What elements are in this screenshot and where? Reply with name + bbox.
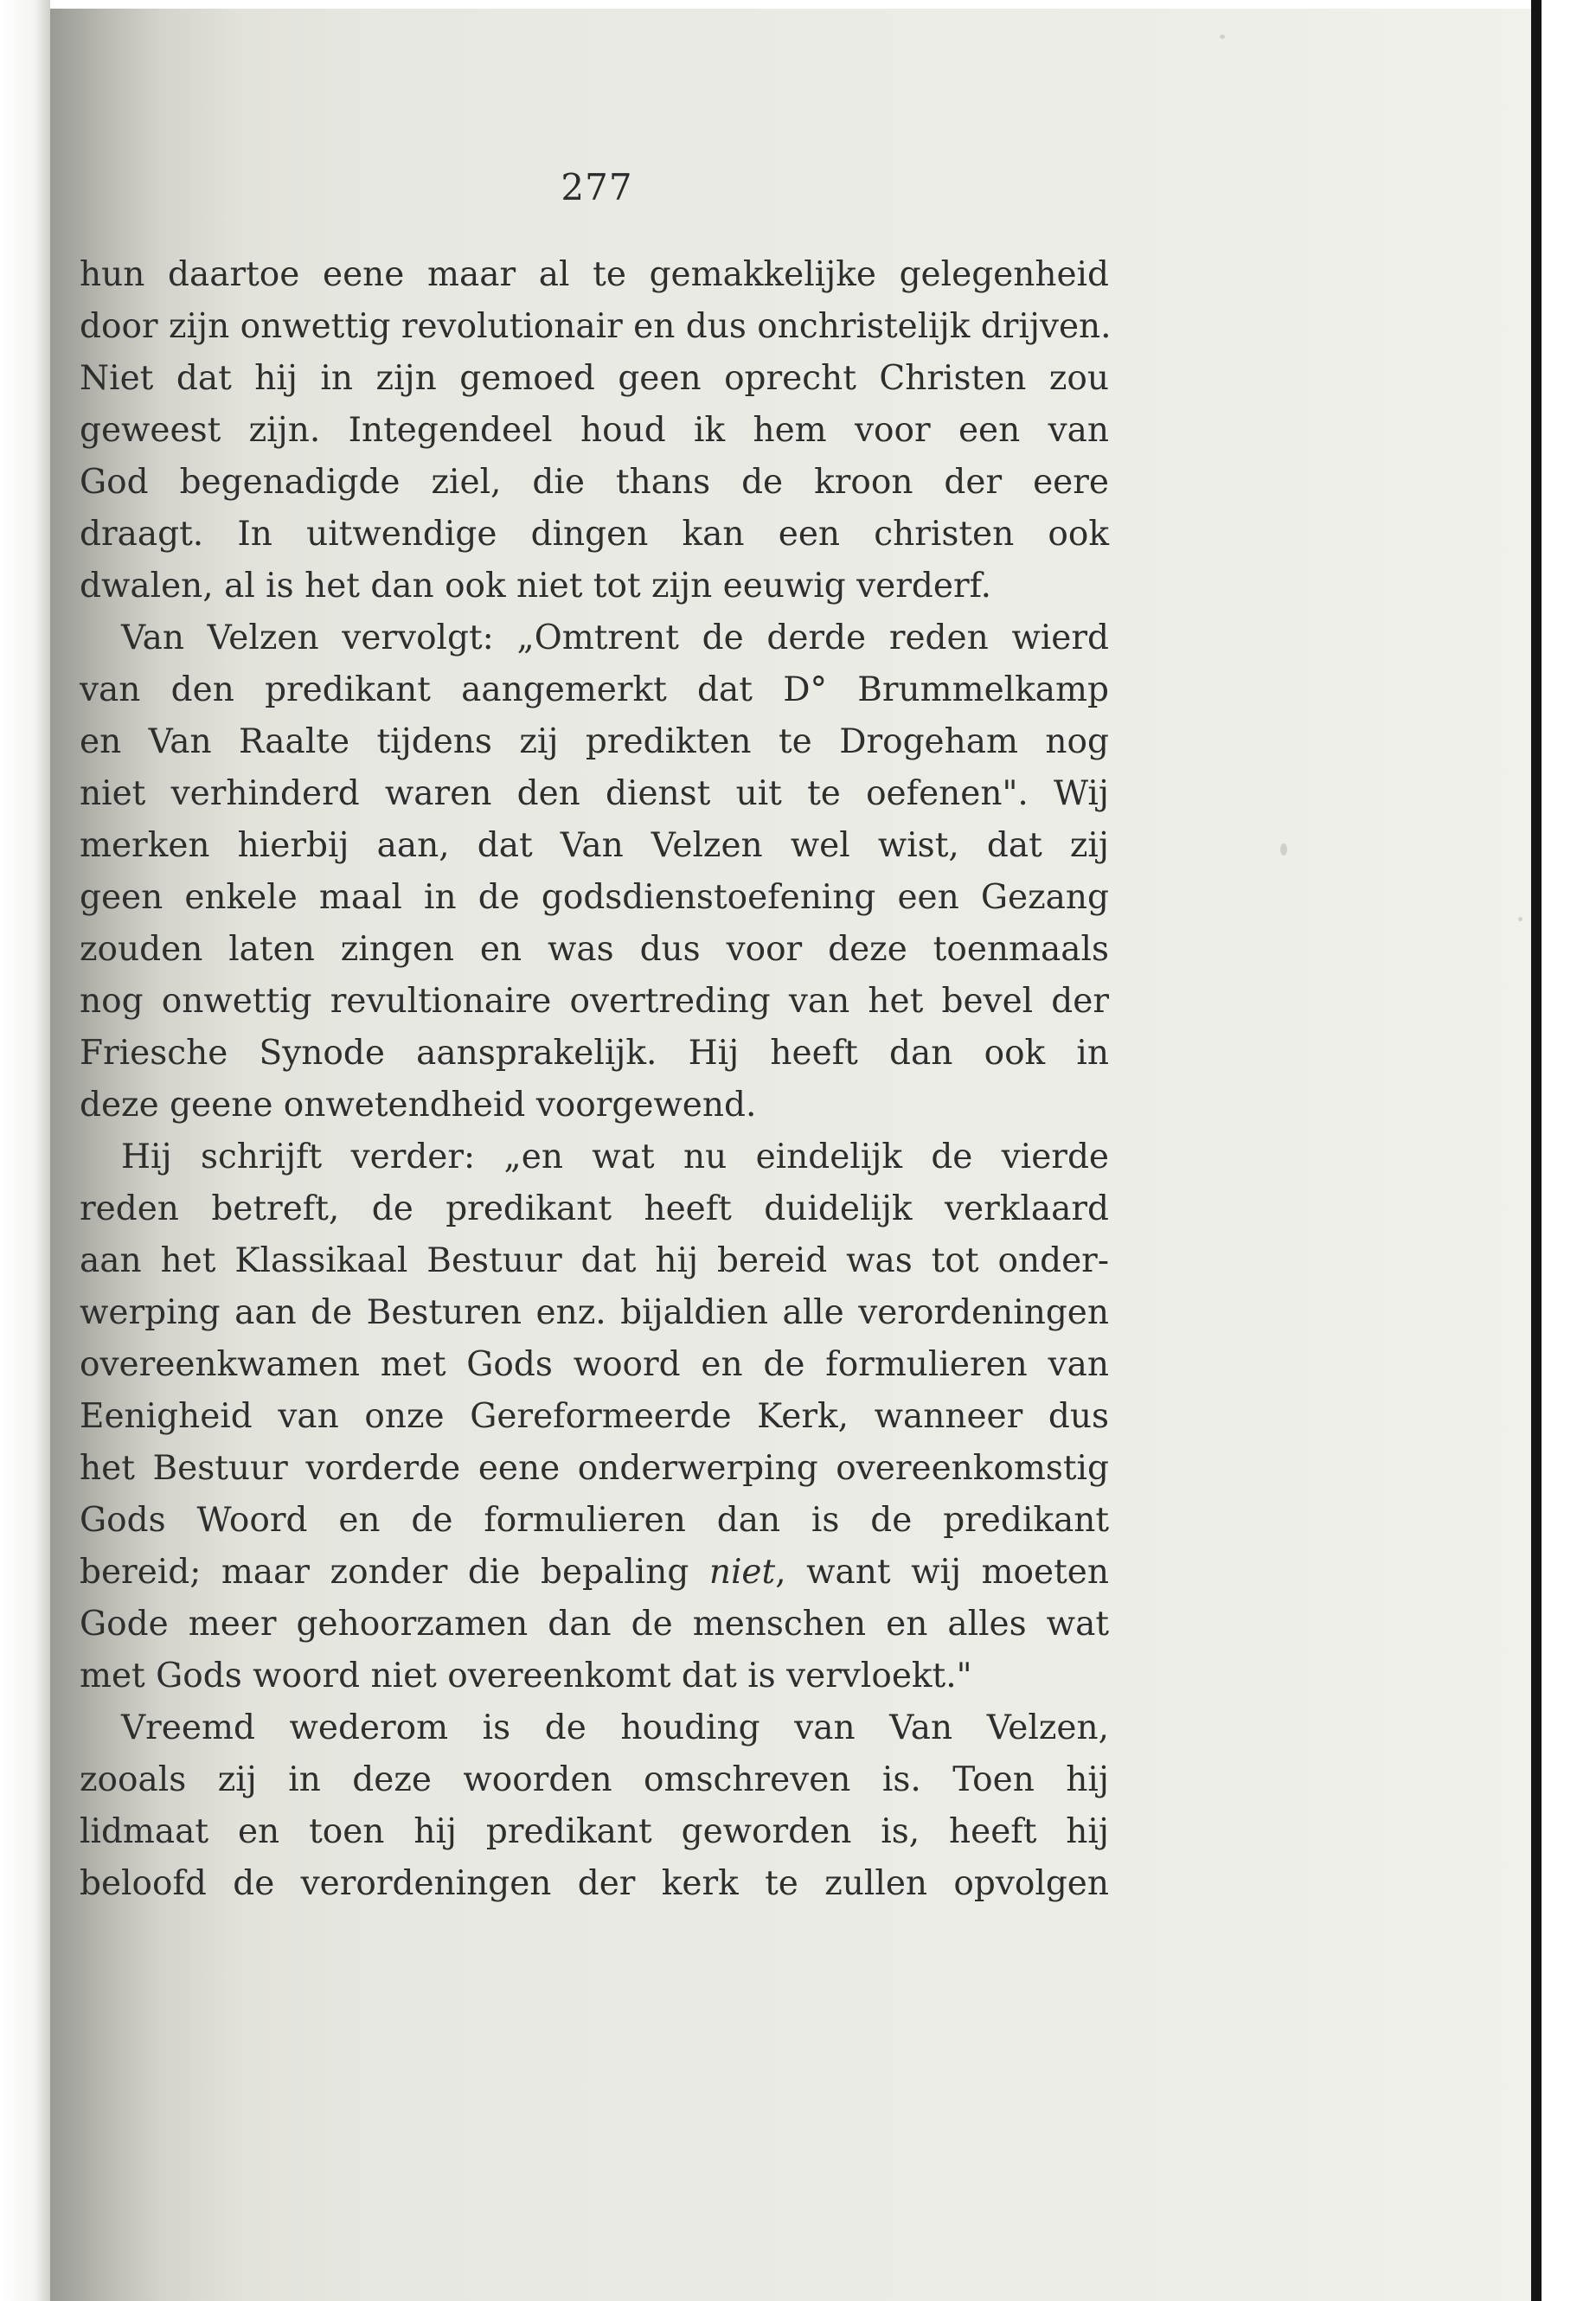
text-line: Gods Woord en de formulieren dan is de predikant [80,1501,1109,1540]
text-line: Vreemd wederom is de houding van Van Velzen, [121,1708,1109,1747]
text-line: God begenadigde ziel, die thans de kroon der eere [80,463,1109,502]
page-number: 277 [561,166,633,208]
text-line: reden betreft, de predikant heeft duidelijk verklaard [80,1189,1109,1228]
text-line: van den predikant aangemerkt dat D° Brummelkamp [80,670,1109,709]
text-line: Hij schrijft verder: „en wat nu eindelijk de vierde [121,1138,1109,1176]
text-line: deze geene onwetendheid voorgewend. [80,1086,757,1125]
text-line: het Bestuur vorderde eene onderwerping overeenkomstig [80,1449,1109,1488]
text-line: niet verhinderd waren den dienst uit te oefenen". Wij [80,774,1109,813]
text-line: aan het Klassikaal Bestuur dat hij bereid was tot onder- [80,1241,1109,1280]
scan-right-border [1531,0,1542,2301]
paper-speck [1280,843,1287,856]
text-line: werping aan de Besturen enz. bijaldien alle verordeningen [80,1293,1109,1332]
text-line: geen enkele maal in de godsdienstoefening een Gezang [80,878,1109,917]
text-segment: bereid; maar zonder die bepaling [80,1553,689,1592]
paper-speck [1518,917,1522,921]
text-line: geweest zijn. Integendeel houd ik hem voor een van [80,411,1109,450]
text-line: Friesche Synode aansprakelijk. Hij heeft dan ook in [80,1034,1109,1073]
text-line: Gode meer gehoorzamen dan de menschen en alles wat [80,1605,1109,1644]
text-line: zouden laten zingen en was dus voor deze toenmaals [80,930,1109,969]
text-line: draagt. In uitwendige dingen kan een christen ook [80,515,1109,554]
body-text [80,249,1112,1910]
text-line: merken hierbij aan, dat Van Velzen wel wist, dat zij [80,826,1109,865]
text-line: met Gods woord niet overeenkomt dat is vervloekt." [80,1657,972,1695]
text-line: Van Velzen vervolgt: „Omtrent de derde reden wierd [121,619,1109,657]
emphasis-text: niet [708,1553,776,1592]
paper-speck [1220,35,1225,39]
text-line: nog onwettig revultionaire overtreding van het bevel der [80,982,1109,1021]
text-line-with-emphasis [80,1547,1109,1599]
text-segment: , want wij moeten [775,1553,1109,1592]
text-line: overeenkwamen met Gods woord en de formulieren van [80,1345,1109,1384]
text-line: Niet dat hij in zijn gemoed geen oprecht Christen zou [80,359,1109,398]
text-line: Eenigheid van onze Gereformeerde Kerk, wanneer dus [80,1397,1109,1436]
text-line: dwalen, al is het dan ook niet tot zijn eeuwig verderf. [80,567,992,606]
text-line: door zijn onwettig revolutionair en dus onchristelijk drijven. [80,307,1112,346]
scan-left-shadow [0,0,50,2301]
text-line: beloofd de verordeningen der kerk te zullen opvolgen [80,1864,1109,1903]
text-line: hun daartoe eene maar al te gemakkelijke gelegenheid [80,255,1109,294]
text-line: zooals zij in deze woorden omschreven is. Toen hij [80,1760,1109,1799]
text-line: lidmaat en toen hij predikant geworden is, heeft hij [80,1812,1109,1851]
text-line: en Van Raalte tijdens zij predikten te Drogeham nog [80,722,1109,761]
